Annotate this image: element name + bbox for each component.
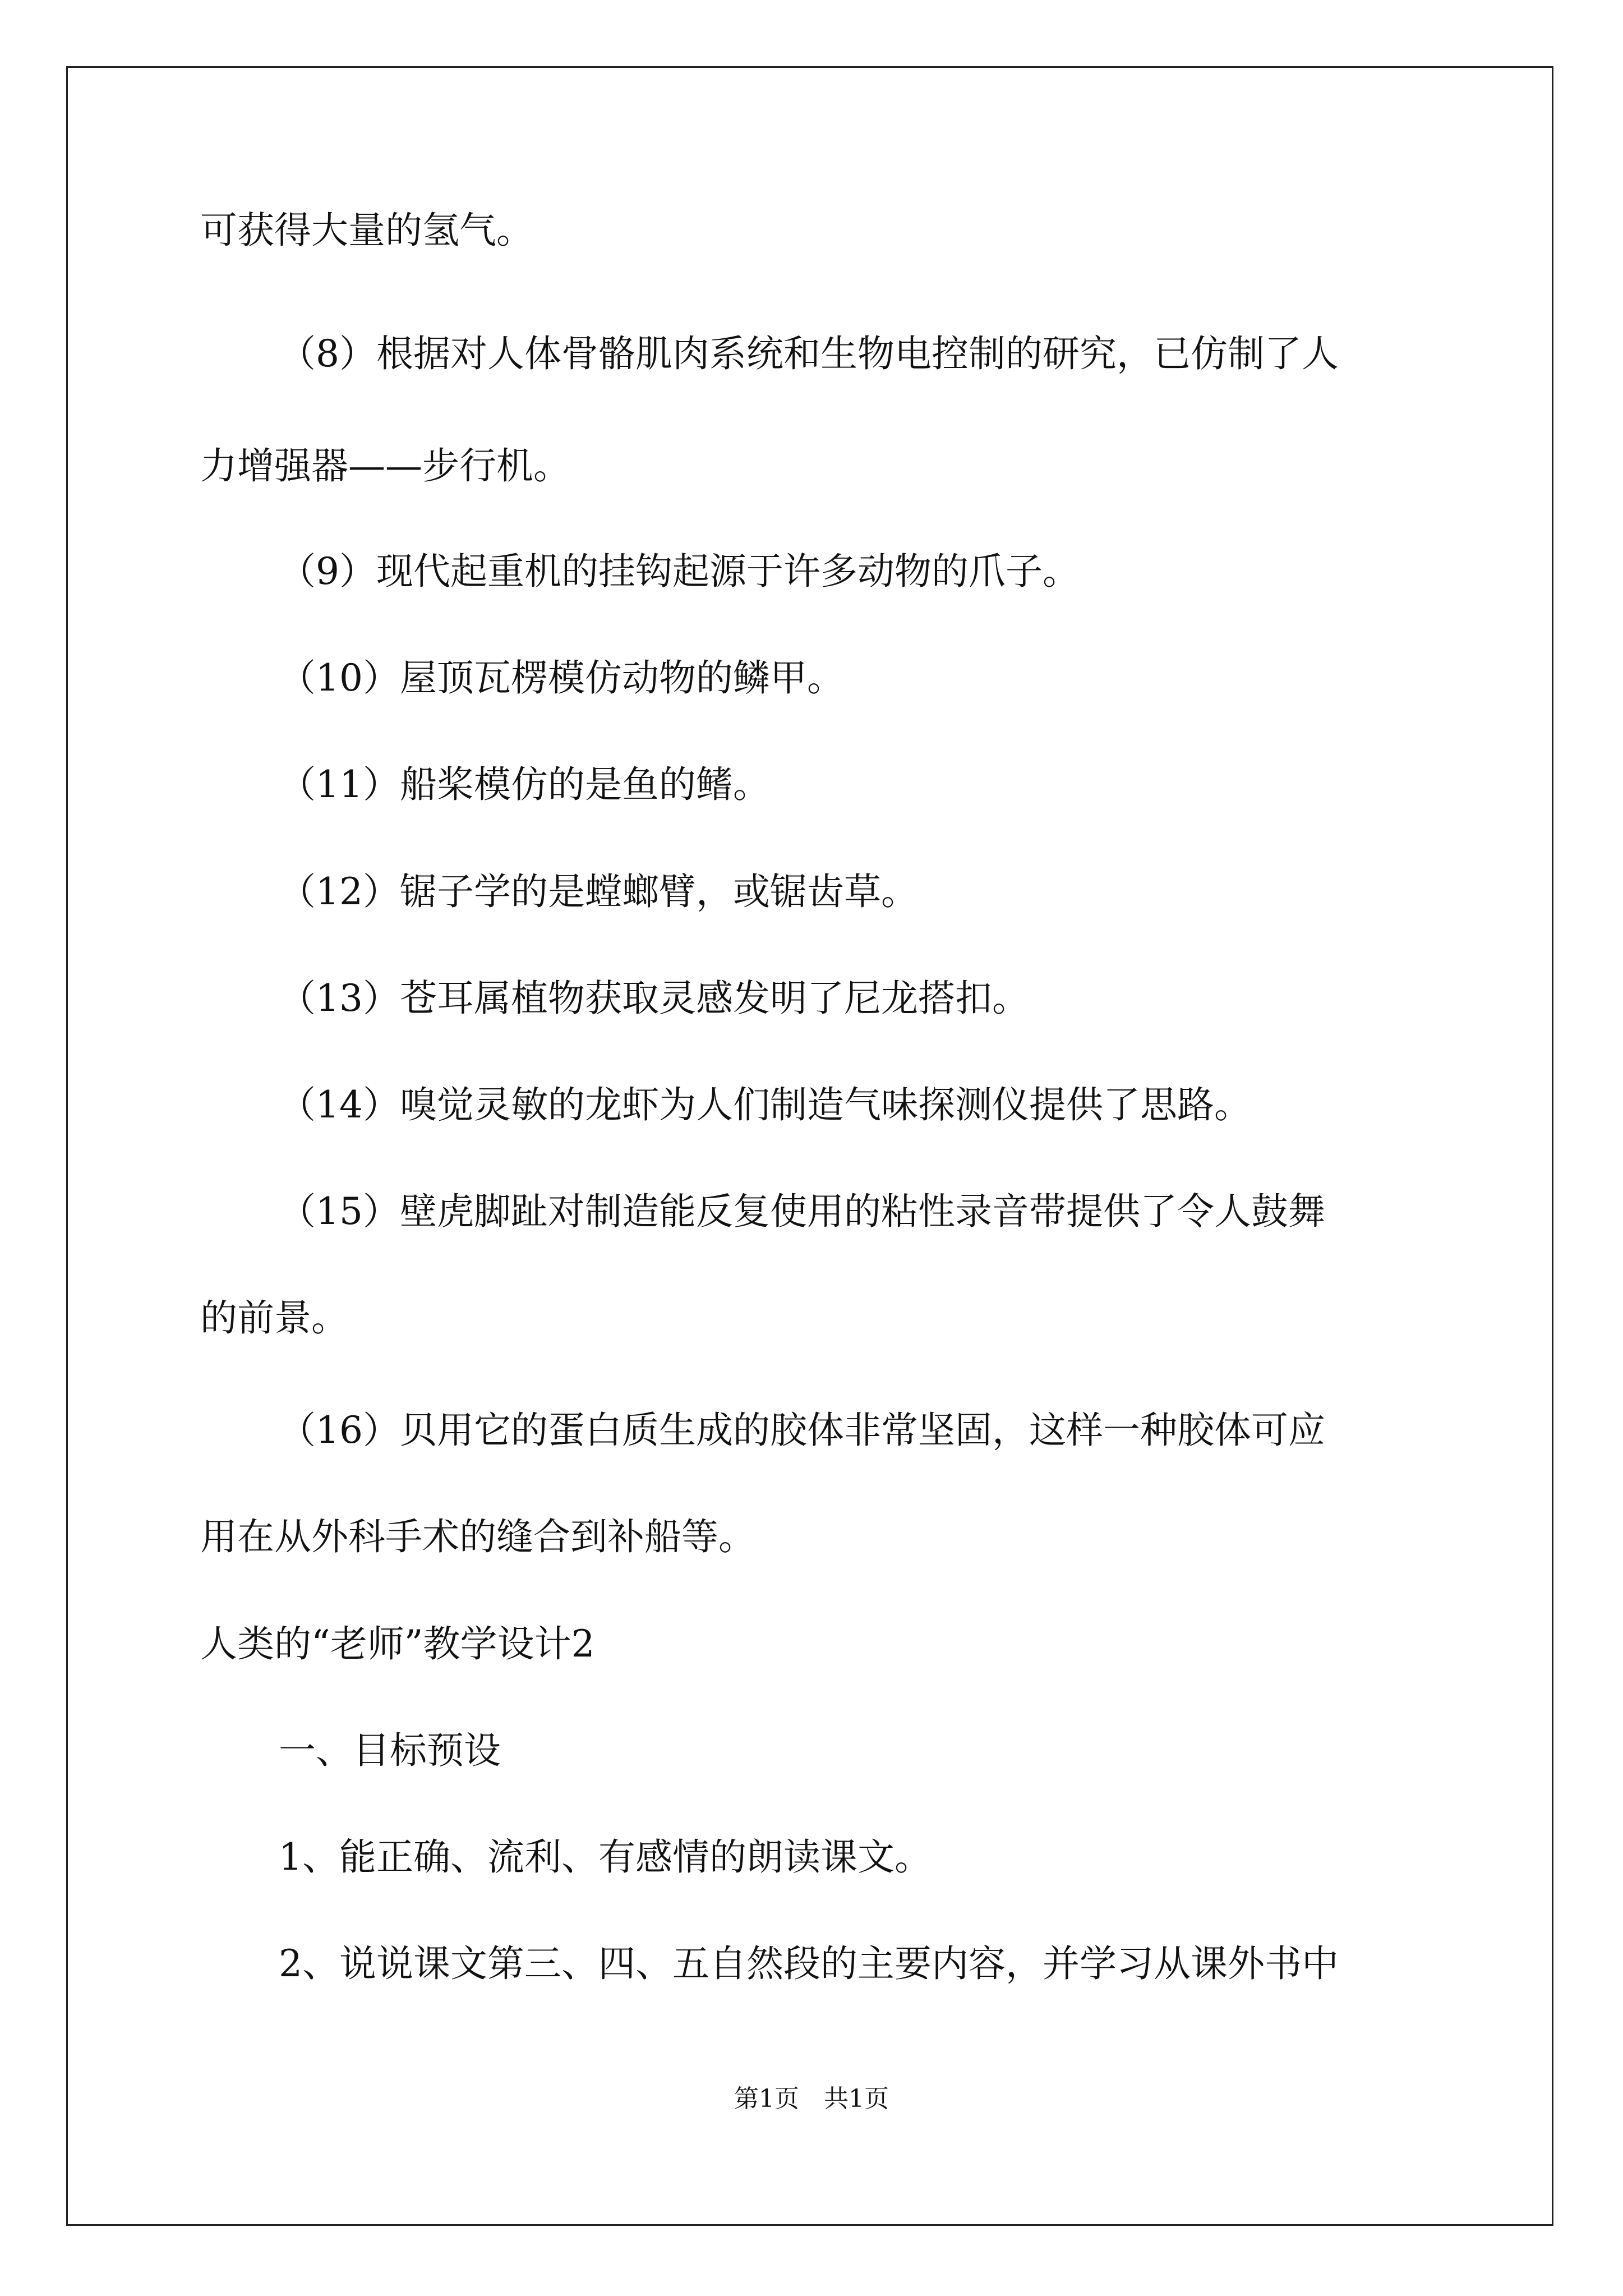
line-1: （8）根据对人体骨骼肌肉系统和生物电控制的研究，已仿制了人 xyxy=(279,332,1339,375)
page-footer: 第1页 共1页 xyxy=(734,2085,889,2113)
line-8: （14）嗅觉灵敏的龙虾为人们制造气味探测仪提供了思路。 xyxy=(279,1083,1251,1126)
line-10: 的前景。 xyxy=(200,1296,348,1340)
line-7: （13）苍耳属植物获取灵感发明了尼龙搭扣。 xyxy=(279,977,1029,1020)
line-5: （11）船桨模仿的是鱼的鳍。 xyxy=(279,763,770,806)
line-3: （9）现代起重机的挂钩起源于许多动物的爪子。 xyxy=(279,550,1080,593)
line-12: 用在从外科手术的缝合到补船等。 xyxy=(200,1515,755,1558)
line-6: （12）锯子学的是螳螂臂，或锯齿草。 xyxy=(279,870,918,913)
section-heading: 人类的“老师”教学设计2 xyxy=(200,1622,595,1665)
line-15: 1、能正确、流利、有感情的朗读课文。 xyxy=(279,1835,932,1879)
line-9: （15）壁虎脚趾对制造能反复使用的粘性录音带提供了令人鼓舞 xyxy=(279,1190,1325,1233)
line-4: （10）屋顶瓦楞模仿动物的鳞甲。 xyxy=(279,656,844,700)
line-2: 力增强器——步行机。 xyxy=(200,444,570,487)
line-0: 可获得大量的氢气。 xyxy=(200,209,533,252)
line-16: 2、说说课文第三、四、五自然段的主要内容，并学习从课外书中 xyxy=(279,1942,1339,1985)
line-14: 一、目标预设 xyxy=(279,1729,501,1772)
page-border xyxy=(66,66,1553,2226)
line-11: （16）贝用它的蛋白质生成的胶体非常坚固，这样一种胶体可应 xyxy=(279,1409,1325,1452)
